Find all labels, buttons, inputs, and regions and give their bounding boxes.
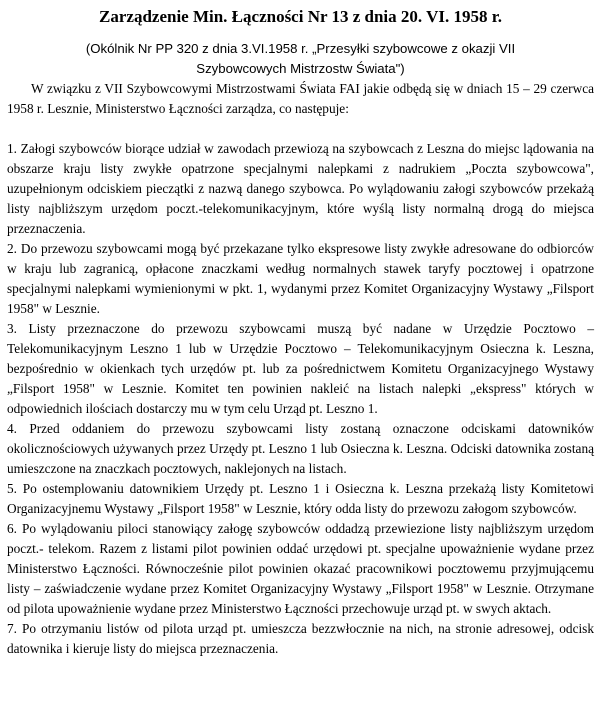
list-item-6: 6. Po wylądowaniu piloci stanowiący załogę szybowców oddadzą przewiezione listy najbliższym urzędom poczt.- telekom. Razem z listami pilot powinien oddać urzędowi pt. specjalne upoważnienie wydane przez Ministerstwo Łączności. Równocześnie pilot powinien okazać pracownikowi pocztowemu przyjmującemu listy – zaświadczenie wydane przez Komitet Organizacyjny Wystawy „Filsport 1958" w Lesznie. Otrzymane od pilota upoważnienie wydane przez Ministerstwo Łączności przechowuje urząd pt. w swych aktach. (7, 521, 594, 616)
list-item-4: 4. Przed oddaniem do przewozu szybowcami listy zostaną oznaczone odciskami datowników okolicznościowych używanych przez Urzędy pt. Leszno 1 lub Osieczna k. Leszna. Odciski datownika zostaną umieszczone na znaczkach pocztowych, naklejonych na listach. (7, 421, 594, 476)
list-item-2: 2. Do przewozu szybowcami mogą być przekazane tylko ekspresowe listy zwykłe adresowane do odbiorców w kraju lub zagranicą, opłacone znaczkami według normalnych stawek taryfy pocztowej i opatrzone specjalnymi nalepkami wymienionymi w pkt. 1, wydanymi przez Komitet Organizacyjny Wystawy „Filsport 1958" w Lesznie. (7, 241, 594, 316)
list-item-1: 1. Załogi szybowców biorące udział w zawodach przewiozą na szybowcach z Leszna do miejsc lądowania na obszarze kraju listy zwykłe opatrzone specjalnymi nalepkami z nadrukiem „Poczta szybowcowa", uzupełnionym odciskiem pieczątki z nazwą danego szybowca. Po wylądowaniu załogi szybowców przekażą listy najbliższym urzędom poczt.-telekomunikacyjnym, które wyślą listy normalną drogą do miejsca przeznaczenia. (7, 141, 594, 236)
numbered-list (7, 139, 594, 659)
subtitle-line-1: (Okólnik Nr PP 320 z dnia 3.VI.1958 r. „Przesyłki szybowcowe z okazji VII (85, 41, 516, 56)
list-item-7: 7. Po otrzymaniu listów od pilota urząd pt. umieszcza bezzwłocznie na nich, na stronie adresowej, odcisk datownika i kieruje listy do miejsca przeznaczenia. (7, 621, 594, 656)
document-subtitle (7, 39, 594, 79)
subtitle-line-2: Szybowcowych Mistrzostw Świata") (196, 61, 405, 76)
intro-paragraph: W związku z VII Szybowcowymi Mistrzostwami Świata FAI jakie odbędą się w dniach 15 – 29 czerwca 1958 r. Lesznie, Ministerstwo Łączności zarządza, co następuje: (7, 81, 594, 116)
list-item-3: 3. Listy przeznaczone do przewozu szybowcami muszą być nadane w Urzędzie Pocztowo – Telekomunikacyjnym Leszno 1 lub w Urzędzie Pocztowo – Telekomunikacyjnym Osieczna k. Leszna, bezpośrednio w okienkach tych urzędów pt. lub za pośrednictwem Komitetu Organizacyjnego Wystawy „Filsport 1958" w Lesznie. Komitet ten powinien nakleić na listach nalepki „ekspress" których w odpowiednich ilościach dostarczy mu w tym celu Urząd pt. Leszno 1. (7, 321, 594, 416)
list-item-5: 5. Po ostemplowaniu datownikiem Urzędy pt. Leszno 1 i Osieczna k. Leszna przekażą listy Komitetowi Organizacyjnemu Wystawy „Filsport 1958" w Lesznie, który odda listy do przewozu załogom szybowców. (7, 481, 594, 516)
document-title: Zarządzenie Min. Łączności Nr 13 z dnia 20. VI. 1958 r. (99, 7, 502, 26)
